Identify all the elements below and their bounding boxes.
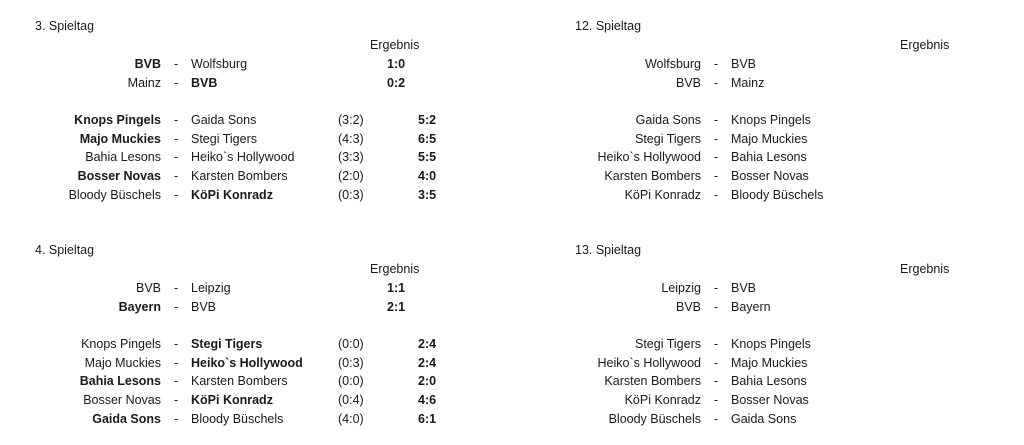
home-team: Bahia Lesons xyxy=(79,374,161,389)
match-separator: - xyxy=(174,187,179,202)
home-team: Wolfsburg xyxy=(644,57,701,71)
match-separator: - xyxy=(174,337,179,351)
match-separator: - xyxy=(714,131,719,146)
away-team: Stegi Tigers xyxy=(191,337,263,351)
match-separator: - xyxy=(174,374,179,389)
home-team: Bloody Büschels xyxy=(68,187,161,202)
home-team: BVB xyxy=(135,281,161,295)
halftime-score: (2:0) xyxy=(338,169,364,184)
match-separator: - xyxy=(174,57,179,71)
away-team: Knops Pingels xyxy=(731,113,811,127)
matchday-title: 3. Spieltag xyxy=(35,19,95,33)
away-team: Karsten Bombers xyxy=(191,374,288,389)
away-team: Majo Muckies xyxy=(731,131,808,146)
halftime-score: (4:0) xyxy=(338,411,364,426)
away-team: Knops Pingels xyxy=(731,337,811,351)
away-team: Heiko`s Hollywood xyxy=(191,150,295,165)
away-team: Bahia Lesons xyxy=(731,374,807,389)
away-team: Leipzig xyxy=(191,281,231,295)
home-team: Majo Muckies xyxy=(84,355,161,370)
away-team: Bahia Lesons xyxy=(731,150,807,165)
match-separator: - xyxy=(174,299,179,314)
final-score: 2:4 xyxy=(418,355,437,370)
away-team: Gaida Sons xyxy=(731,411,797,426)
final-score: 1:0 xyxy=(387,57,406,71)
bvb-game-row xyxy=(0,55,1024,73)
away-team: Wolfsburg xyxy=(191,57,248,71)
league-game-row xyxy=(0,130,1024,148)
away-team: Majo Muckies xyxy=(731,355,808,370)
final-score: 5:5 xyxy=(418,150,437,165)
match-separator: - xyxy=(714,150,719,165)
halftime-score: (0:0) xyxy=(338,374,364,389)
final-score: 6:5 xyxy=(418,131,437,146)
final-score: 5:2 xyxy=(418,113,437,127)
matchday-title: 4. Spieltag xyxy=(35,243,95,257)
match-separator: - xyxy=(714,281,719,295)
home-team: BVB xyxy=(134,57,161,71)
league-game-row xyxy=(0,148,1024,166)
ergebnis-header: Ergebnis xyxy=(900,38,950,52)
halftime-score: (0:3) xyxy=(338,187,364,202)
halftime-score: (4:3) xyxy=(338,131,364,146)
league-game-row xyxy=(0,410,1024,428)
match-separator: - xyxy=(174,411,179,426)
home-team: Majo Muckies xyxy=(79,131,161,146)
ergebnis-header: Ergebnis xyxy=(900,262,950,276)
final-score: 2:0 xyxy=(418,374,437,389)
away-team: BVB xyxy=(191,299,217,314)
home-team: Knops Pingels xyxy=(74,113,161,127)
league-game-row xyxy=(0,372,1024,390)
bvb-game-row xyxy=(0,74,1024,92)
match-separator: - xyxy=(714,113,719,127)
halftime-score: (0:4) xyxy=(338,393,364,408)
home-team: Bosser Novas xyxy=(83,393,161,408)
ergebnis-header: Ergebnis xyxy=(370,262,420,276)
home-team: Stegi Tigers xyxy=(634,337,701,351)
away-team: Bloody Büschels xyxy=(731,187,824,202)
league-game-row xyxy=(0,391,1024,409)
final-score: 2:4 xyxy=(418,337,437,351)
final-score: 1:1 xyxy=(387,281,406,295)
away-team: Mainz xyxy=(731,75,765,90)
home-team: Heiko`s Hollywood xyxy=(597,150,701,165)
matchday-title: 12. Spieltag xyxy=(575,19,642,33)
match-separator: - xyxy=(174,169,179,184)
home-team: Mainz xyxy=(127,75,161,90)
halftime-score: (3:3) xyxy=(338,150,364,165)
away-team: BVB xyxy=(731,57,757,71)
final-score: 4:0 xyxy=(418,169,437,184)
home-team: Heiko`s Hollywood xyxy=(597,355,701,370)
match-separator: - xyxy=(714,187,719,202)
league-game-row xyxy=(0,111,1024,129)
away-team: Heiko`s Hollywood xyxy=(191,355,303,370)
final-score: 6:1 xyxy=(418,411,437,426)
home-team: Stegi Tigers xyxy=(634,131,701,146)
match-separator: - xyxy=(174,150,179,165)
final-score: 3:5 xyxy=(418,187,437,202)
ergebnis-header: Ergebnis xyxy=(370,38,420,52)
away-team: BVB xyxy=(191,75,218,90)
bvb-game-row xyxy=(0,298,1024,316)
home-team: Karsten Bombers xyxy=(604,169,701,184)
away-team: Bayern xyxy=(731,299,771,314)
home-team: BVB xyxy=(675,299,701,314)
away-team: Gaida Sons xyxy=(191,113,257,127)
league-game-row xyxy=(0,354,1024,372)
league-game-row xyxy=(0,167,1024,185)
match-separator: - xyxy=(174,393,179,408)
home-team: Knops Pingels xyxy=(81,337,161,351)
home-team: KöPi Konradz xyxy=(624,187,701,202)
away-team: BVB xyxy=(731,281,757,295)
home-team: Bloody Büschels xyxy=(608,411,701,426)
match-separator: - xyxy=(714,57,719,71)
halftime-score: (0:3) xyxy=(338,355,364,370)
final-score: 2:1 xyxy=(387,299,406,314)
away-team: Bosser Novas xyxy=(731,169,809,184)
match-separator: - xyxy=(714,355,719,370)
matchday-title: 13. Spieltag xyxy=(575,243,642,257)
match-separator: - xyxy=(714,169,719,184)
away-team: Stegi Tigers xyxy=(191,131,258,146)
halftime-score: (3:2) xyxy=(338,113,364,127)
home-team: KöPi Konradz xyxy=(624,393,701,408)
league-game-row xyxy=(0,186,1024,204)
final-score: 0:2 xyxy=(387,75,406,90)
halftime-score: (0:0) xyxy=(338,337,364,351)
match-separator: - xyxy=(174,113,179,127)
away-team: Bosser Novas xyxy=(731,393,809,408)
league-game-row xyxy=(0,335,1024,353)
home-team: Karsten Bombers xyxy=(604,374,701,389)
match-separator: - xyxy=(714,393,719,408)
home-team: Bosser Novas xyxy=(77,169,161,184)
away-team: KöPi Konradz xyxy=(191,393,273,408)
final-score: 4:6 xyxy=(418,393,437,408)
match-separator: - xyxy=(174,281,179,295)
match-separator: - xyxy=(714,337,719,351)
match-separator: - xyxy=(174,75,179,90)
match-separator: - xyxy=(174,131,179,146)
bvb-game-row xyxy=(0,279,1024,297)
away-team: KöPi Konradz xyxy=(191,187,273,202)
home-team: Gaida Sons xyxy=(635,113,701,127)
match-separator: - xyxy=(714,299,719,314)
away-team: Karsten Bombers xyxy=(191,169,288,184)
match-separator: - xyxy=(714,374,719,389)
match-separator: - xyxy=(174,355,179,370)
home-team: Bayern xyxy=(118,299,161,314)
away-team: Bloody Büschels xyxy=(191,411,284,426)
home-team: Leipzig xyxy=(661,281,701,295)
match-separator: - xyxy=(714,75,719,90)
match-separator: - xyxy=(714,411,719,426)
home-team: Bahia Lesons xyxy=(85,150,161,165)
home-team: Gaida Sons xyxy=(92,411,161,426)
home-team: BVB xyxy=(675,75,701,90)
